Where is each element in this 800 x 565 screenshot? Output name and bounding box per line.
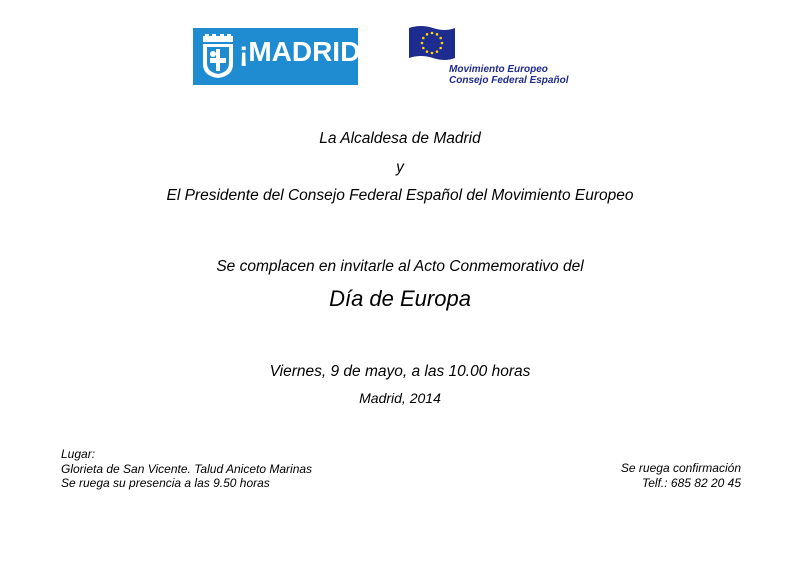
invitation-line: Se complacen en invitarle al Acto Conmemorativo del — [216, 258, 584, 275]
madrid-logo-text: ¡MADRID! — [239, 36, 370, 67]
madrid-crest-icon — [201, 34, 235, 78]
movimiento-europeo-line: Movimiento Europeo — [449, 64, 548, 75]
eu-star-icon — [422, 47, 425, 50]
eu-star-icon — [439, 37, 442, 40]
eu-star-icon — [436, 33, 439, 36]
venue-label: Lugar: — [61, 447, 96, 461]
madrid-logo — [193, 28, 370, 85]
eu-star-icon — [431, 32, 434, 35]
eu-star-icon — [431, 52, 434, 55]
eu-star-icon — [436, 50, 439, 53]
conjunction-line: y — [396, 159, 404, 176]
consejo-federal-line: Consejo Federal Español — [449, 75, 569, 86]
venue-block — [61, 447, 312, 491]
eu-flag-icon — [407, 24, 457, 62]
movimiento-europeo-logo-text — [449, 64, 568, 86]
eu-star-icon — [439, 47, 442, 50]
place-year: Madrid, 2014 — [359, 390, 441, 406]
eu-star-icon — [441, 42, 444, 45]
presidente-line: El Presidente del Consejo Federal Español del Movimiento Europeo — [166, 187, 634, 204]
arrival-note: Se ruega su presencia a las 9.50 horas — [61, 476, 270, 490]
rsvp-phone: Telf.: 685 82 20 45 — [642, 475, 741, 490]
venue-address: Glorieta de San Vicente. Talud Aniceto Marinas — [61, 461, 313, 476]
eu-star-icon — [426, 33, 429, 36]
eu-star-icon — [426, 50, 429, 53]
alcaldesa-line: La Alcaldesa de Madrid — [319, 130, 481, 147]
event-title: Día de Europa — [329, 286, 471, 311]
rsvp-note: Se ruega confirmación — [620, 461, 741, 475]
eu-star-icon — [422, 37, 425, 40]
event-datetime: Viernes, 9 de mayo, a las 10.00 horas — [269, 363, 531, 380]
rsvp-block — [621, 461, 741, 490]
eu-star-icon — [421, 42, 424, 45]
